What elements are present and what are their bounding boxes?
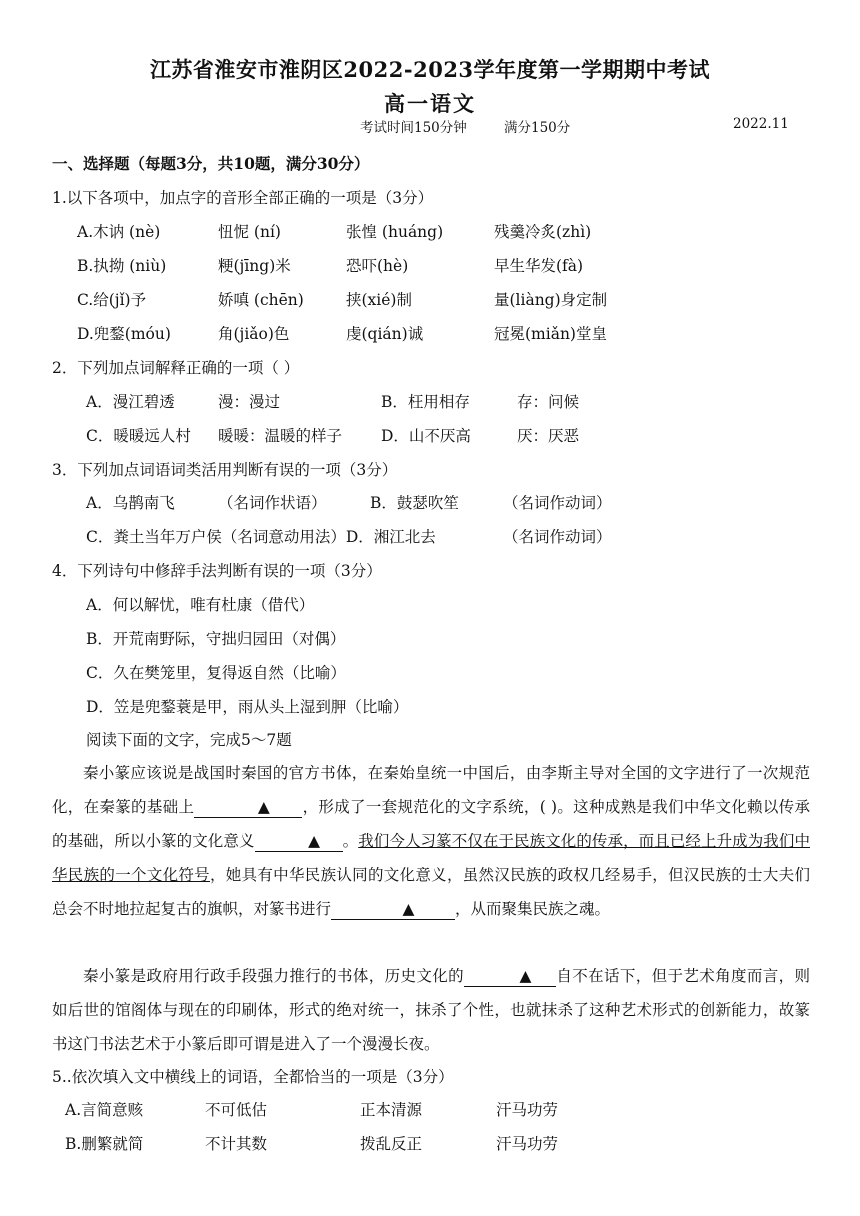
- q5-a2: 不可低估: [205, 1101, 268, 1119]
- q1-c3: 挟(xié)制: [346, 291, 412, 309]
- exam-title: 江苏省淮安市淮阴区2022-2023学年度第一学期期中考试: [149, 57, 711, 82]
- exam-date: 2022.11: [733, 116, 789, 132]
- reading-intro: 阅读下面的文字，完成5～7题: [86, 731, 292, 749]
- q5-a3: 正本清源: [360, 1101, 423, 1119]
- q3-a-type: （名词作状语）: [218, 494, 327, 512]
- q2-b-expl: 存：问候: [517, 393, 580, 411]
- reading-paragraph-1: 秦小篆应该说是战国时秦国的官方书体，在秦始皇统一中国后，由李斯主导对全国的文字进行了一次规范化，在秦篆的基础上 ▲ ，形成了一套规范化的文字系统，( )。这种成熟是我们中华文化赖以传承的基础，所以小篆的文化意义 ▲ 。我们今人习篆不仅在于民族文化的传承，而且已经上升成为我们中华民族的一个文化符号，她具有中华民族认同的文化意义，虽然汉民族的政权几经易手，但汉民族的士大夫们总会不时地拉起复古的旗帜，对篆书进行 ▲ ，从而聚集民族之魂。: [52, 764, 810, 918]
- q3-cd: C．粪土当年万户侯（名词意动用法）D．湘江北去: [86, 528, 436, 546]
- underlined-sentence: 我们今人习篆不仅在于民族文化的传承，而且已经上升成为我们中华民族的一个文化符号: [52, 832, 810, 884]
- exam-score: 满分150分: [504, 120, 571, 136]
- q3-stem: 3．下列加点词语词类活用判断有误的一项（3分）: [52, 461, 398, 479]
- q5-b1: B.删繁就简: [65, 1135, 144, 1153]
- q2-a-expl: 漫：漫过: [218, 393, 281, 411]
- q3-a: A．乌鹊南飞: [86, 494, 175, 512]
- q5-a1: A.言简意赅: [65, 1101, 144, 1119]
- q1-c1: C.给(jǐ)予: [77, 291, 147, 309]
- exam-subject: 高一语文: [384, 91, 476, 116]
- q2-stem: 2．下列加点词解释正确的一项（ ）: [52, 359, 300, 377]
- blank-1: ▲: [194, 797, 302, 818]
- reading-paragraph-2: 秦小篆是政府用行政手段强力推行的书体，历史文化的 ▲ 自不在话下，但于艺术角度而言，则如后世的馆阁体与现在的印刷体，形式的绝对统一，抹杀了个性，也就抹杀了这种艺术形式的创新能力，故篆书这门书法艺术于小篆后即可谓是进入了一个漫漫长夜。: [52, 967, 810, 1053]
- blank-3: ▲: [331, 899, 455, 920]
- q4-a: A．何以解忧，唯有杜康（借代）: [86, 596, 315, 614]
- blank-2: ▲: [255, 831, 343, 852]
- q1-d2: 角(jiǎo)色: [218, 325, 290, 343]
- q3-b-type: （名词作动词）: [503, 494, 612, 512]
- q2-b: B．枉用相存: [381, 393, 470, 411]
- q1-b3: 恐吓(hè): [346, 257, 409, 275]
- blank-4: ▲: [464, 966, 556, 987]
- q4-c: C．久在樊笼里，复得返自然（比喻）: [86, 664, 346, 682]
- q5-b3: 拨乱反正: [360, 1135, 423, 1153]
- q5-stem: 5..依次填入文中横线上的词语，全都恰当的一项是（3分）: [52, 1068, 454, 1086]
- q5-b2: 不计其数: [205, 1135, 268, 1153]
- q2-c: C．暖暖远人村: [86, 427, 191, 445]
- exam-time: 考试时间150分钟: [360, 120, 467, 136]
- q1-b1: B.执拗 (niù): [77, 257, 167, 275]
- q2-a: A．漫江碧透: [86, 393, 175, 411]
- q1-a1: A.木讷 (nè): [77, 223, 161, 241]
- q5-a4: 汗马功劳: [496, 1101, 559, 1119]
- q1-b2: 粳(jīng)米: [218, 257, 291, 275]
- q3-b: B．鼓瑟吹笙: [370, 494, 459, 512]
- q3-d-type: （名词作动词）: [503, 528, 612, 546]
- q5-b4: 汗马功劳: [496, 1135, 559, 1153]
- q1-c2: 娇嗔 (chēn): [218, 291, 304, 309]
- q1-stem: 1.以下各项中，加点字的音形全部正确的一项是（3分）: [52, 189, 434, 207]
- q1-d4: 冠冕(miǎn)堂皇: [494, 325, 607, 343]
- q1-c4: 量(liàng)身定制: [494, 291, 608, 309]
- q2-d: D．山不厌高: [381, 427, 471, 445]
- q1-d3: 虔(qián)诚: [346, 325, 424, 343]
- q1-d1: D.兜鍪(móu): [77, 325, 171, 343]
- q1-a4: 残羹冷炙(zhì): [494, 223, 592, 241]
- q2-d-expl: 厌：厌恶: [517, 427, 580, 445]
- q1-b4: 早生华发(fà): [494, 257, 584, 275]
- q2-c-expl: 暖暖：温暖的样子: [218, 427, 343, 445]
- section-heading: 一、选择题（每题3分，共10题，满分30分）: [52, 154, 370, 173]
- q4-b: B．开荒南野际，守拙归园田（对偶）: [86, 630, 346, 648]
- q4-d: D．笠是兜鍪蓑是甲，雨从头上湿到胛（比喻）: [86, 698, 409, 716]
- q1-a3: 张惶 (huáng): [346, 223, 444, 241]
- q1-a2: 忸怩 (ní): [218, 223, 281, 241]
- q4-stem: 4．下列诗句中修辞手法判断有误的一项（3分）: [52, 562, 382, 580]
